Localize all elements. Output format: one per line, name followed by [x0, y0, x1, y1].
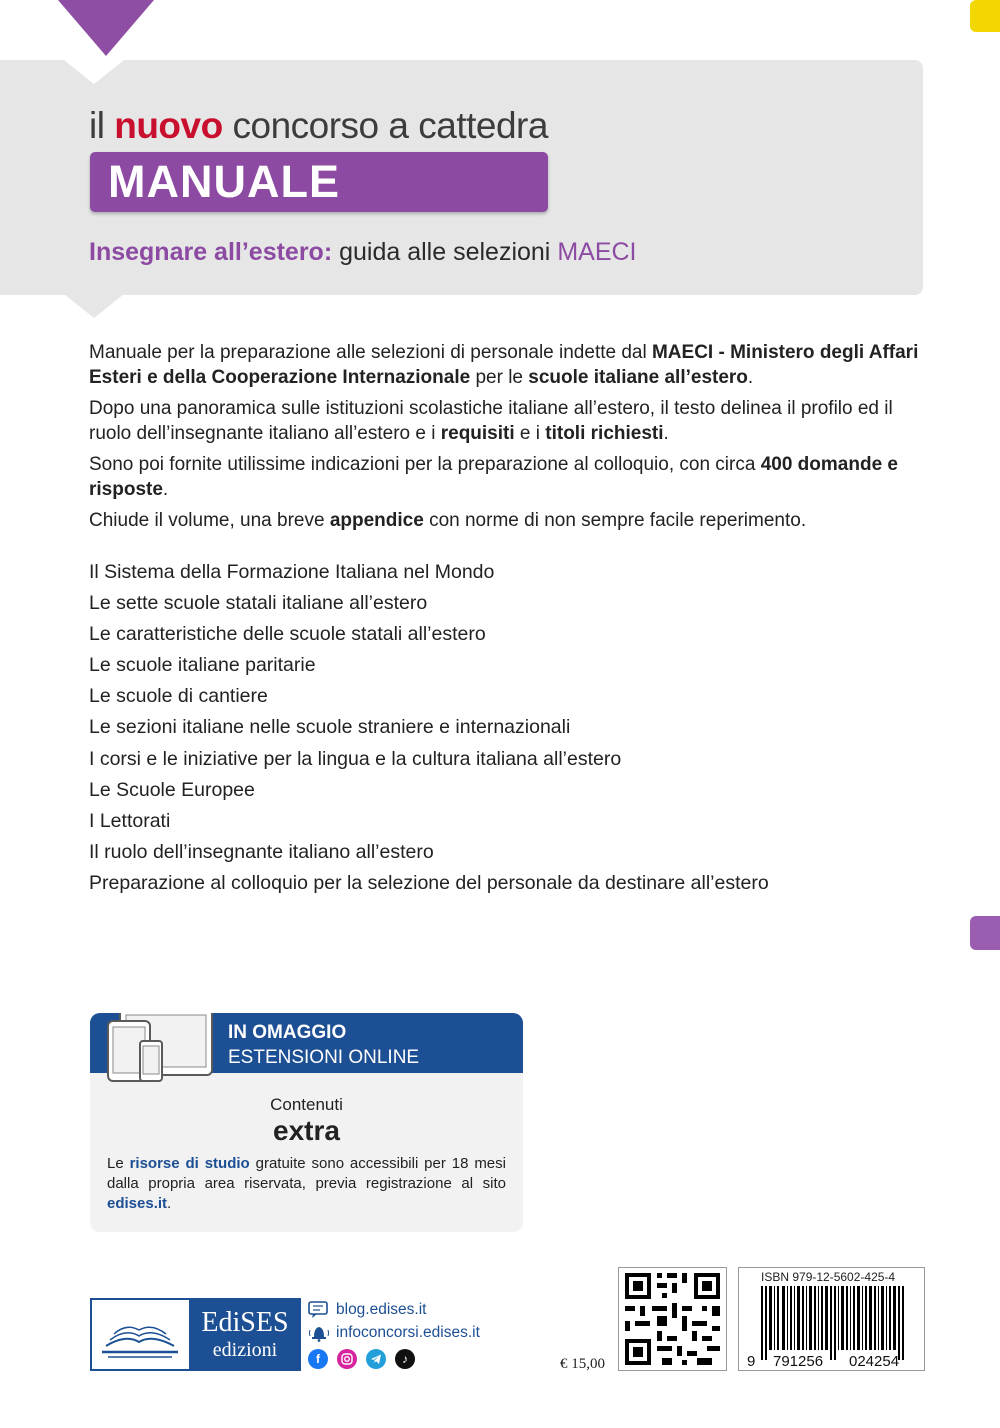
description-paragraph: Manuale per la preparazione alle selezioni di personale indette dal MAECI - Ministero degli Affari Esteri e della Cooperazione Internazionale per le scuole italiane all’estero. [89, 342, 919, 388]
publisher-logo [90, 1298, 301, 1371]
tiktok-icon[interactable]: ♪ [395, 1349, 415, 1369]
publisher-contacts [308, 1298, 480, 1369]
instagram-icon[interactable] [337, 1349, 357, 1369]
price-label: € 15,00 [560, 1356, 605, 1372]
info-url[interactable]: infoconcorsi.edises.it [336, 1323, 480, 1341]
online-extensions-box [90, 1013, 523, 1232]
header-pointer [64, 294, 124, 318]
omaggio-subtitle: ESTENSIONI ONLINE [228, 1047, 420, 1068]
toc-item: Le scuole di cantiere [89, 685, 268, 708]
isbn-barcode [738, 1267, 925, 1371]
book-description [89, 340, 925, 539]
social-icons [308, 1349, 480, 1369]
corner-triangle-decoration [58, 0, 154, 56]
publisher-name-block [189, 1300, 301, 1369]
description-paragraph: Dopo una panoramica sulle istituzioni scolastiche italiane all’estero, il testo delinea il profilo ed il ruolo dell’insegnante italiano all’estero e i requisiti e i titoli richiesti. [89, 398, 893, 444]
publisher-name: EdiSES [201, 1307, 289, 1338]
purple-edge-tab [970, 916, 1000, 950]
toc-item: Le scuole italiane paritarie [89, 654, 316, 677]
publisher-sub: edizioni [212, 1339, 278, 1361]
series-title: il nuovo concorso a cattedra [89, 105, 548, 146]
toc-item: Preparazione al colloquio per la selezione del personale da destinare all’estero [89, 871, 769, 894]
omaggio-title: IN OMAGGIO [228, 1022, 347, 1043]
header-notch [64, 60, 124, 84]
extra-label: extra [273, 1115, 340, 1146]
facebook-icon[interactable]: f [308, 1349, 328, 1369]
isbn-digits-right: 024254 [849, 1353, 900, 1370]
contenuti-label: Contenuti [270, 1095, 343, 1114]
toc-item: Le sette scuole statali italiane all’estero [89, 592, 428, 615]
devices-icon [106, 1013, 216, 1083]
qr-code-icon [619, 1268, 726, 1370]
isbn-digits-left: 791256 [773, 1353, 824, 1370]
manuale-badge: MANUALE [90, 152, 548, 212]
description-paragraph: Sono poi fornite utilissime indicazioni per la preparazione al colloquio, con circa 400 domande e risposte. [89, 454, 898, 500]
edises-link[interactable]: edises.it [107, 1195, 168, 1212]
telegram-icon[interactable] [366, 1349, 386, 1369]
toc-item: Le Scuole Europee [89, 778, 255, 801]
bell-icon [308, 1324, 330, 1342]
qr-code[interactable] [618, 1267, 727, 1371]
isbn-digit-prefix: 9 [747, 1353, 756, 1370]
toc-item: Le sezioni italiane nelle scuole straniere e internazionali [89, 716, 571, 739]
book-subtitle: Insegnare all’estero: guida alle selezioni MAECI [89, 238, 637, 266]
toc-item: Il ruolo dell’insegnante italiano all’estero [89, 840, 434, 863]
description-paragraph: Chiude il volume, una breve appendice con norme di non sempre facile reperimento. [89, 510, 807, 531]
isbn-label: ISBN 979-12-5602-425-4 [761, 1270, 896, 1284]
blog-url[interactable]: blog.edises.it [336, 1300, 427, 1318]
yellow-edge-tab [970, 0, 1000, 32]
toc-item: I Lettorati [89, 809, 171, 832]
toc-item: I corsi e le iniziative per la lingua e la cultura italiana all’estero [89, 747, 622, 770]
toc-item: Il Sistema della Formazione Italiana nel Mondo [89, 561, 495, 583]
toc-item: Le caratteristiche delle scuole statali all’estero [89, 623, 486, 646]
blog-link[interactable] [308, 1298, 480, 1321]
open-book-icon [92, 1300, 187, 1369]
omaggio-description: Le risorse di studio gratuite sono accessibili per 18 mesi dalla propria area riservata, previa registrazione al sito edises.it. [107, 1155, 506, 1212]
chat-icon [308, 1301, 330, 1319]
table-of-contents [89, 558, 769, 900]
info-link[interactable] [308, 1321, 480, 1344]
